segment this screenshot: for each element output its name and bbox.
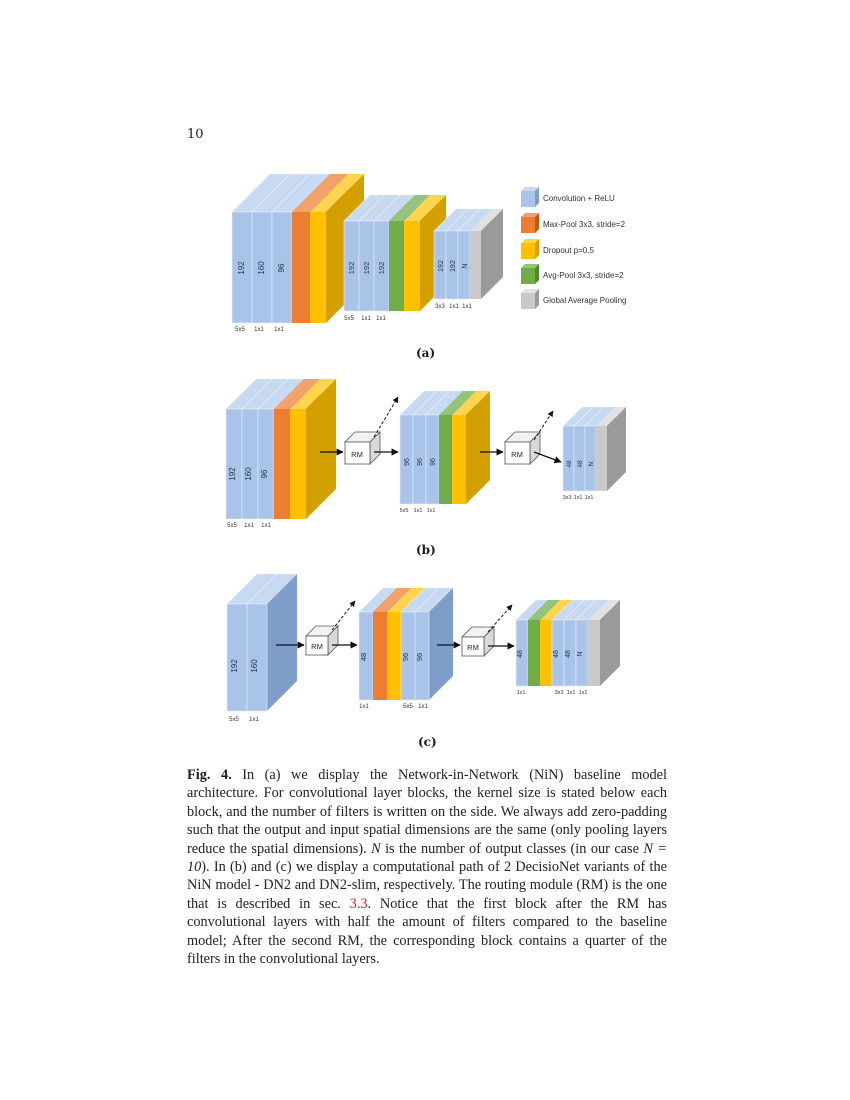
legend [521, 187, 626, 309]
legend-swatch-dropout [521, 239, 539, 259]
kernel-label: 1x1 [413, 508, 423, 514]
section-reference-link[interactable]: 3.3 [349, 895, 368, 912]
filter-label: 48 [517, 650, 524, 658]
filter-label: N [577, 651, 584, 657]
kernel-label: 5x5 [227, 523, 237, 529]
legend-swatch-maxpool [521, 213, 539, 233]
routing-module-label: RM [351, 450, 363, 459]
filter-label: 96 [430, 458, 437, 466]
page-number: 10 [187, 127, 204, 142]
filter-label: 48 [566, 460, 573, 468]
kernel-label: 3x3 [554, 690, 564, 696]
kernel-label: 5x5 [229, 717, 239, 723]
legend-swatch-avgpool [521, 264, 539, 284]
routing-module-label: RM [467, 643, 479, 652]
filter-label: 192 [377, 261, 386, 275]
kernel-label: 1x1 [249, 717, 259, 723]
kernel-label: 1x1 [376, 316, 386, 322]
routing-module-label: RM [511, 450, 523, 459]
kernel-label: 1x1 [359, 704, 369, 710]
routing-module-label: RM [311, 642, 323, 651]
legend-swatch-gap [521, 289, 539, 309]
filter-label: 192 [450, 260, 457, 272]
kernel-label: 1x1 [584, 495, 594, 501]
filter-label: N [462, 263, 469, 269]
caption-n-eq: N = 10 [187, 840, 667, 876]
filter-label: 96 [260, 469, 269, 479]
subfigure-label-b: (b) [416, 543, 436, 557]
legend-swatch-conv [521, 187, 539, 207]
kernel-label: 5x5 [403, 704, 413, 710]
filter-label: 96 [415, 652, 424, 662]
kernel-label: 1x1 [462, 304, 472, 310]
kernel-label: 1x1 [516, 690, 526, 696]
kernel-label: 5x5 [344, 316, 354, 322]
filter-label: 192 [230, 659, 239, 673]
subfigure-label-c: (c) [418, 735, 437, 749]
filter-label: 48 [565, 650, 572, 658]
kernel-label: 1x1 [573, 495, 583, 501]
kernel-label: 3x3 [435, 304, 445, 310]
kernel-label: 1x1 [361, 316, 371, 322]
caption-part4: . Notice that the first block after the RM has convolutional layers with half the amount of filters compared to the baseline model; After the second RM, the corresponding block contains a quarter of the filters in the convolutional layers. [187, 895, 667, 968]
subfigure-b [226, 379, 626, 529]
filter-label: 48 [359, 652, 368, 662]
filter-label: 192 [228, 467, 237, 481]
subfigure-c [227, 574, 620, 723]
filter-label: 96 [417, 458, 424, 466]
legend-label: Avg-Pool 3x3, stride=2 [543, 271, 624, 280]
caption-part2: is the number of output classes (in our case [385, 840, 639, 857]
kernel-label: 1x1 [449, 304, 459, 310]
kernel-label: 5x5 [235, 327, 245, 333]
legend-label: Convolution + ReLU [543, 194, 615, 203]
filter-label: 192 [237, 261, 246, 275]
filter-label: 192 [347, 261, 356, 275]
filter-label: 48 [577, 460, 584, 468]
filter-label: 192 [362, 261, 371, 275]
filter-label: 96 [401, 652, 410, 662]
filter-label: 48 [553, 650, 560, 658]
subfigure-a [232, 174, 626, 333]
kernel-label: 3x3 [562, 495, 572, 501]
subfigure-label-a: (a) [416, 346, 436, 360]
legend-label: Global Average Pooling [543, 296, 627, 305]
caption-part1: In (a) we display the Network-in-Network (NiN) baseline model architecture. For convolutional layer blocks, the kernel size is stated below each block, and the number of filters is written on the side. We always add zero-padding such that the output and input spatial dimensions are the same (only pooling layers reduce the spatial dimensions). [187, 767, 667, 857]
filter-label: 160 [244, 467, 253, 481]
kernel-label: 1x1 [578, 690, 588, 696]
legend-label: Max-Pool 3x3, stride=2 [543, 220, 626, 229]
legend-label: Dropout p=0.5 [543, 246, 594, 255]
kernel-label: 1x1 [261, 523, 271, 529]
filter-label: 96 [277, 263, 286, 273]
filter-label: N [588, 461, 595, 467]
filter-label: 160 [257, 261, 266, 275]
kernel-label: 1x1 [274, 327, 284, 333]
kernel-label: 1x1 [418, 704, 428, 710]
kernel-label: 1x1 [566, 690, 576, 696]
caption-part3: ). In (b) and (c) we display a computational path of 2 DecisioNet variants of the NiN model - DN2 and DN2-slim, respectively. The routing module (RM) is the one that is described in sec. [187, 859, 667, 912]
filter-label: 160 [250, 659, 259, 673]
kernel-label: 5x5 [399, 508, 409, 514]
routing-module-2 [505, 432, 540, 464]
kernel-label: 1x1 [426, 508, 436, 514]
kernel-label: 1x1 [254, 327, 264, 333]
filter-label: 96 [404, 458, 411, 466]
caption-n-var: N [371, 840, 381, 857]
filter-label: 192 [438, 260, 445, 272]
caption-label: Fig. 4. [187, 767, 232, 783]
routing-module-1 [345, 432, 380, 464]
kernel-label: 1x1 [244, 523, 254, 529]
figure-caption [187, 766, 667, 968]
